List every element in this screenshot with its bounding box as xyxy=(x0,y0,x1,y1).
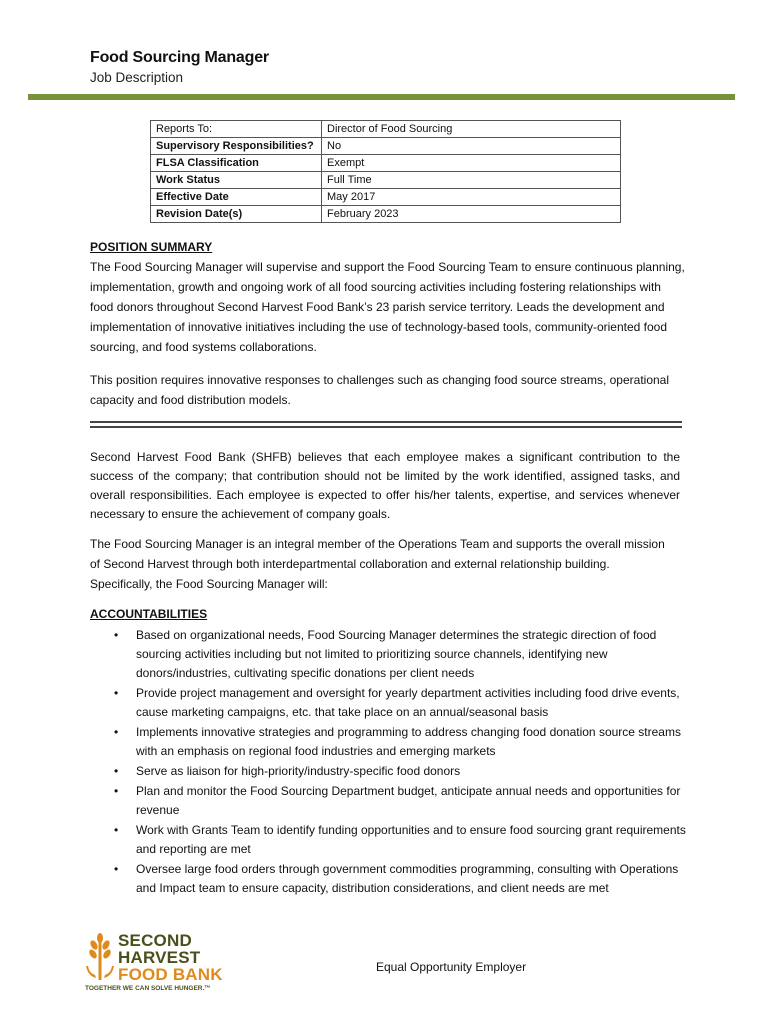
row-value: Exempt xyxy=(322,155,621,172)
role-paragraph: The Food Sourcing Manager is an integral member of the Operations Team and supports the overall mission of Second Harvest through both interdepartmental collaboration and external relationship building. Specifically, the Food Sourcing Manager will: xyxy=(90,537,665,591)
wheat-icon xyxy=(82,932,118,982)
bullet-icon: • xyxy=(114,784,119,798)
logo-text-second: SECOND xyxy=(118,931,192,950)
table-row xyxy=(151,189,621,206)
second-harvest-logo xyxy=(82,932,242,994)
position-summary-paragraph: The Food Sourcing Manager will supervise and support the Food Sourcing Team to ensure continuous planning, implementation, growth and ongoing work of all food sourcing activities including fostering relationships with food donors throughout Second Harvest Food Bank’s 23 parish service territory. Leads the development and implementation of innovative initiatives including the use of technology-based tools, community-oriented food sourcing, and food systems collaborations. xyxy=(90,260,685,354)
list-item: • Oversee large food orders through government commodities programming, consulting with Operations and Impact team to ensure capacity, distribution considerations, and client needs are met xyxy=(114,862,679,895)
row-label: Supervisory Responsibilities? xyxy=(151,138,322,155)
row-value: February 2023 xyxy=(322,206,621,223)
list-item: • Plan and monitor the Food Sourcing Department budget, anticipate annual needs and opportunities for revenue xyxy=(114,784,681,817)
row-label: Revision Date(s) xyxy=(151,206,322,223)
table-row xyxy=(151,172,621,189)
row-value: No xyxy=(322,138,621,155)
logo-text-food-bank: FOOD BANK xyxy=(118,965,223,984)
row-value: Full Time xyxy=(322,172,621,189)
row-label: Reports To: xyxy=(151,121,322,138)
accountabilities-heading: ACCOUNTABILITIES xyxy=(90,607,208,621)
bullet-icon: • xyxy=(114,628,119,642)
bullet-icon: • xyxy=(114,862,119,876)
row-label: Effective Date xyxy=(151,189,322,206)
row-value: May 2017 xyxy=(322,189,621,206)
row-label: Work Status xyxy=(151,172,322,189)
bullet-icon: • xyxy=(114,823,119,837)
position-summary-heading: POSITION SUMMARY xyxy=(90,240,213,254)
company-paragraph: Second Harvest Food Bank (SHFB) believes that each employee makes a significant contribution to the success of the company; that contribution should not be limited by the work identified, assigned tasks, and overall responsibilities. Each employee is expected to offer his/her talents, expertise, and services whenever necessary to ensure the achievement of company goals. xyxy=(90,450,680,521)
header-divider xyxy=(28,94,735,100)
table-row xyxy=(151,138,621,155)
accountabilities-list xyxy=(90,626,690,899)
table-row xyxy=(151,155,621,172)
list-item: • Work with Grants Team to identify funding opportunities and to ensure food sourcing grant requirements and reporting are met xyxy=(114,823,686,856)
footer-text: Equal Opportunity Employer xyxy=(376,960,527,974)
bullet-icon: • xyxy=(114,764,119,778)
table-row xyxy=(151,121,621,138)
job-info-table xyxy=(150,120,621,223)
bullet-icon: • xyxy=(114,686,119,700)
bullet-icon: • xyxy=(114,725,119,739)
logo-text-harvest: HARVEST xyxy=(118,948,201,967)
position-summary-paragraph-2: This position requires innovative responses to challenges such as changing food source streams, operational capacity and food distribution models. xyxy=(90,373,669,407)
table-row xyxy=(151,206,621,223)
row-label: FLSA Classification xyxy=(151,155,322,172)
page-title: Food Sourcing Manager xyxy=(90,49,269,66)
list-item: • Implements innovative strategies and programming to address changing food donation source streams with an emphasis on regional food industries and emerging markets xyxy=(114,725,681,758)
row-value: Director of Food Sourcing xyxy=(322,121,621,138)
section-divider xyxy=(90,421,682,428)
list-item: • Serve as liaison for high-priority/industry-specific food donors xyxy=(90,762,690,781)
logo-tagline: TOGETHER WE CAN SOLVE HUNGER.™ xyxy=(85,985,211,992)
list-item: • Based on organizational needs, Food Sourcing Manager determines the strategic direction of food sourcing activities including but not limited to prioritizing source channels, identifying new donors/industries, cultivating specific donations per client needs xyxy=(114,628,657,680)
page-subtitle: Job Description xyxy=(90,70,184,85)
list-item: • Provide project management and oversight for yearly department activities including food drive events, cause marketing campaigns, etc. that take place on an annual/seasonal basis xyxy=(114,686,680,719)
